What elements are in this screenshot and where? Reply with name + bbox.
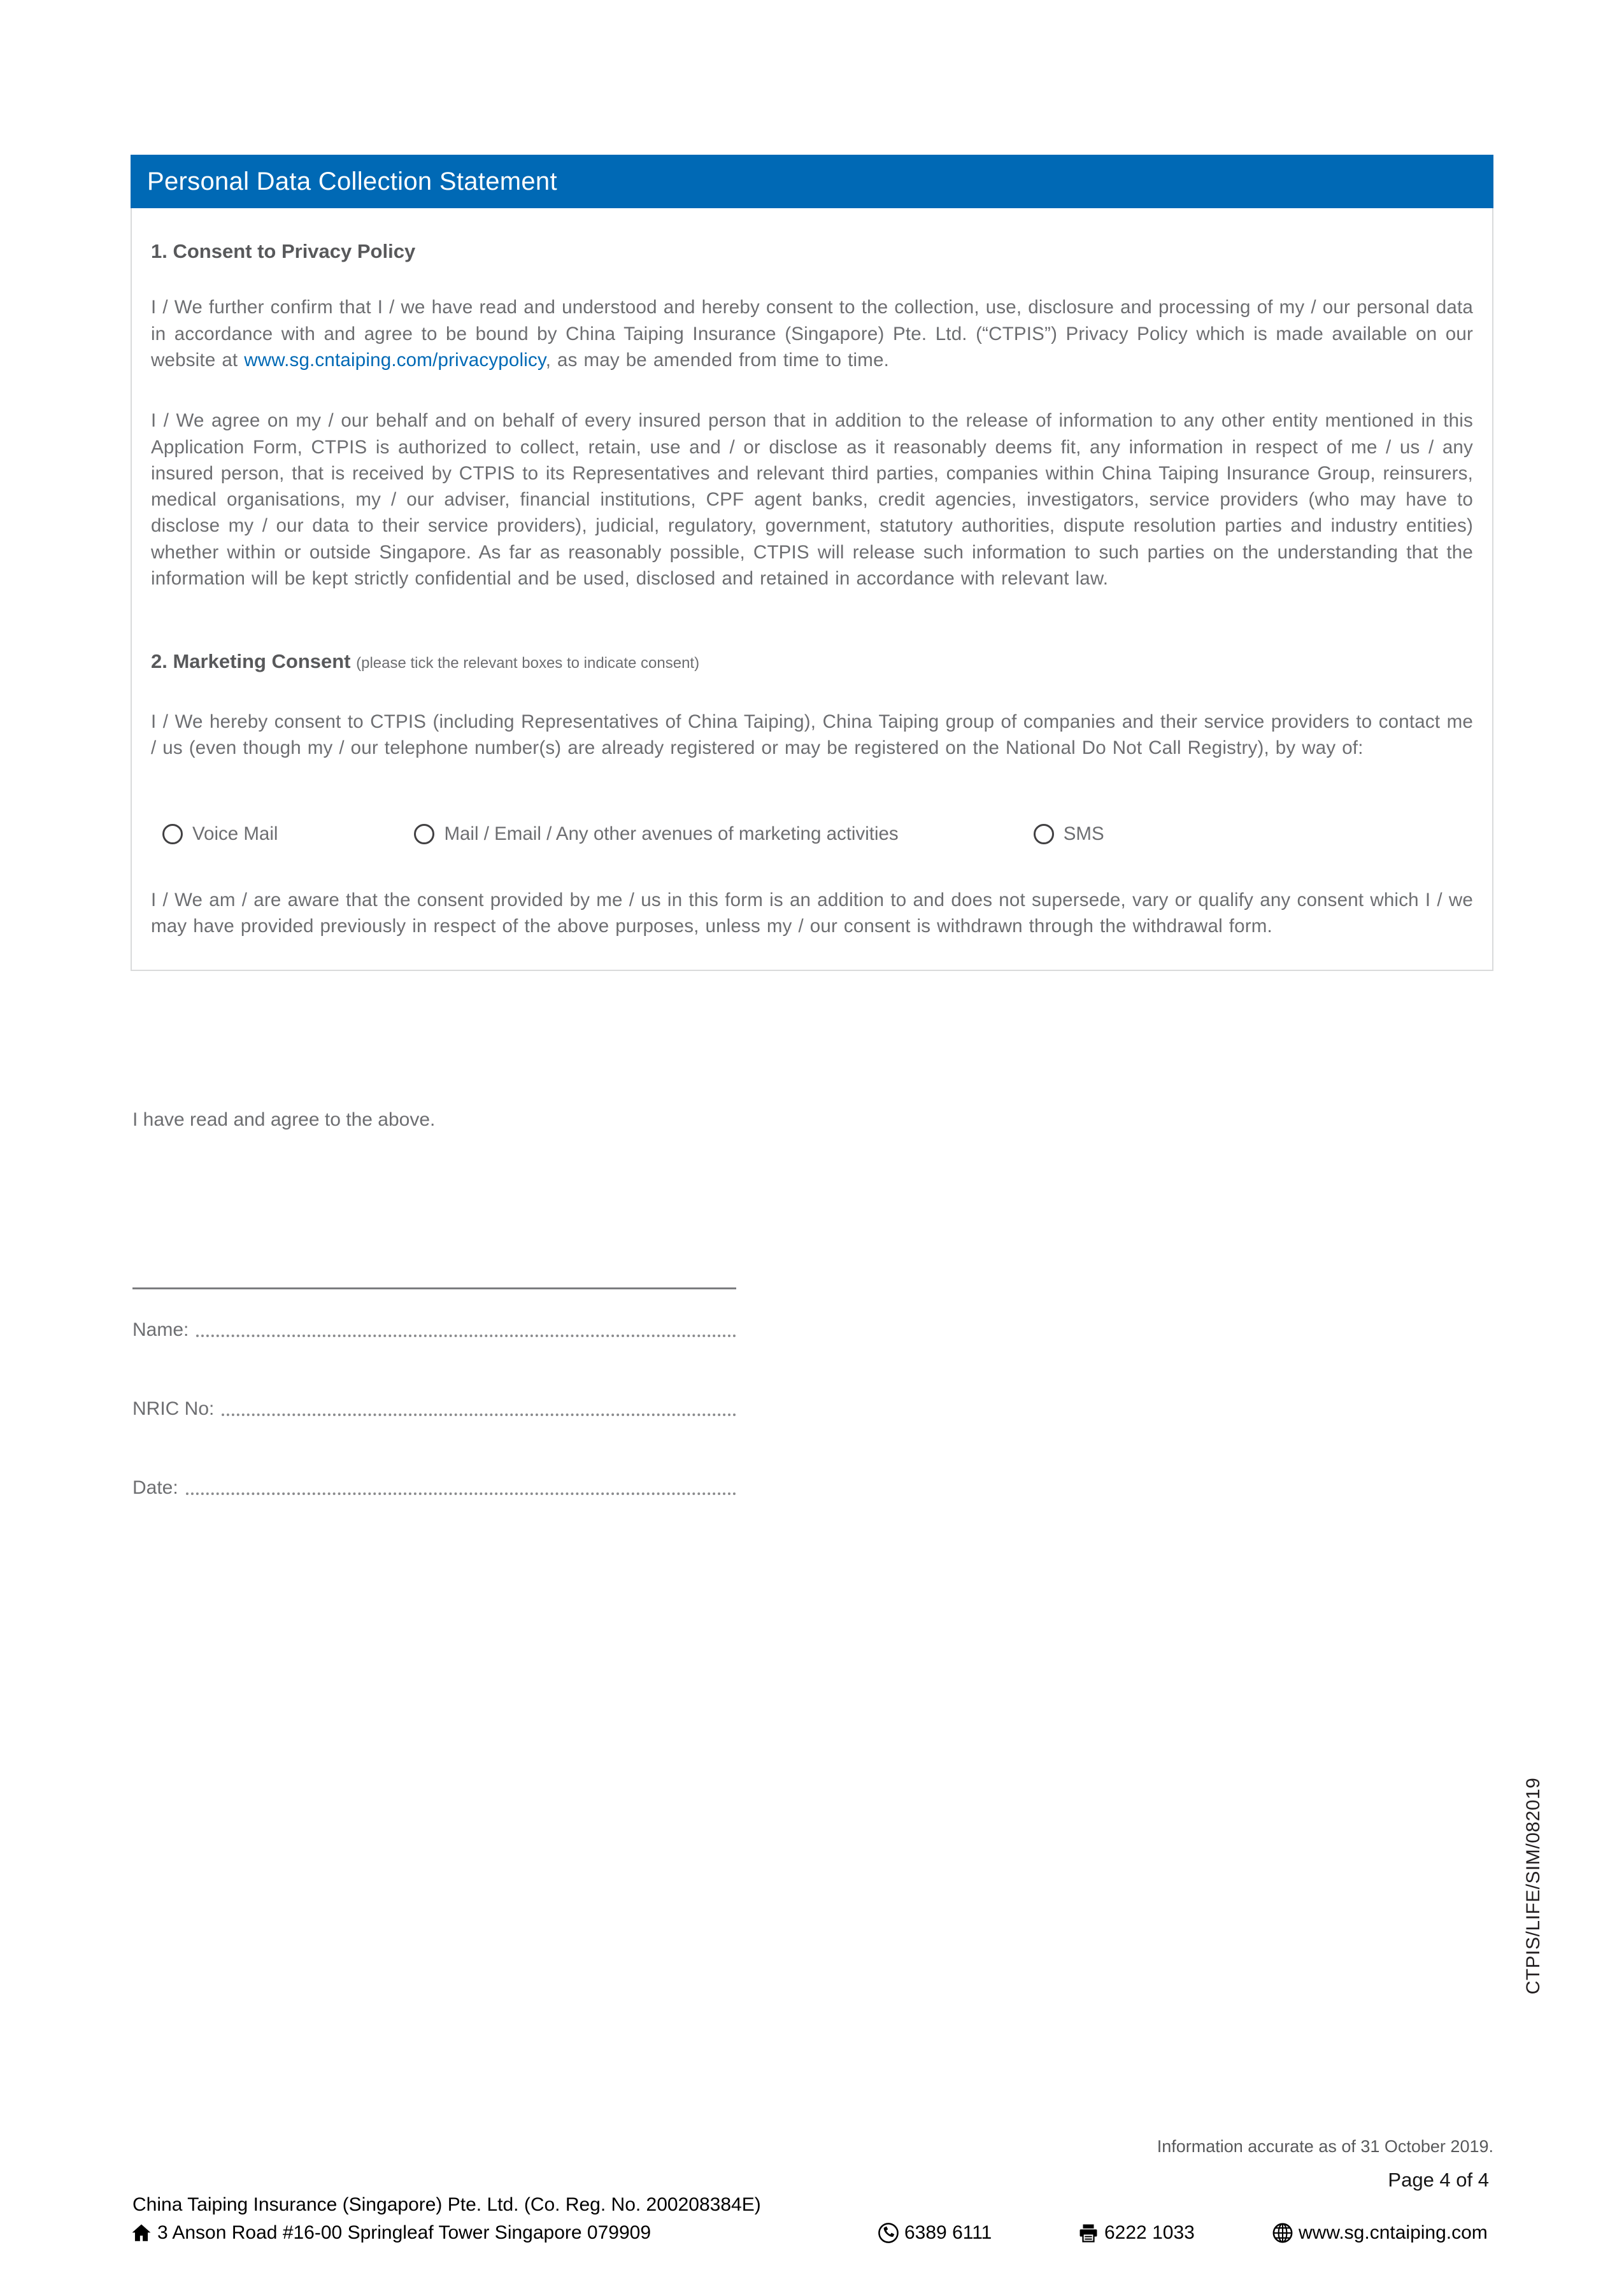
date-input-line[interactable] bbox=[186, 1492, 736, 1495]
voice-mail-label: Voice Mail bbox=[192, 823, 278, 845]
section2-heading-note bbox=[356, 655, 699, 672]
address-item bbox=[131, 2222, 651, 2244]
fax-number: 6222 1033 bbox=[1104, 2222, 1195, 2243]
information-release-paragraph: I / We agree on my / our behalf and on behalf of every insured person that in addition to the release of information to any other entity mentioned in this Application Form, CTPIS is authorized to collect, retain, use and / or disclose as it reasonably deems fit, any information in respect of me / us / any insured person, that is received by CTPIS to its Representatives and relevant third parties, companies within China Taiping Insurance Group, reinsurers, medical organisations, my / our adviser, financial institutions, CPF agent banks, credit agencies, investigators, service providers (who may have to disclose my / our data to their service providers), judicial, regulatory, government, statutory authorities, dispute resolution parties and industry entities) whether within or outside Singapore. As far as reasonably possible, CTPIS will release such information to such parties on the understanding that the information will be kept strictly confidential and be used, disclosed and retained in accordance with relevant law. bbox=[151, 410, 1473, 590]
consent-addition-paragraph: I / We am / are aware that the consent provided by me / us in this form is an addition to and does not supersede, vary or qualify any consent which I / we may have provided previously in respect of the above purposes, unless my / our consent is withdrawn through the withdrawal form. bbox=[151, 889, 1473, 937]
information-accuracy-note: Information accurate as of 31 October 2019. bbox=[1157, 2137, 1493, 2156]
form-reference-code: CTPIS/LIFE/SIM/082019 bbox=[1523, 1777, 1544, 1995]
mail-email-label: Mail / Email / Any other avenues of marketing activities bbox=[444, 823, 899, 845]
option-sms[interactable] bbox=[1034, 821, 1104, 847]
date-field-row bbox=[132, 1477, 736, 1499]
nric-input-line[interactable] bbox=[222, 1414, 736, 1416]
page-number: Page 4 of 4 bbox=[1388, 2169, 1489, 2191]
name-input-line[interactable] bbox=[196, 1335, 736, 1337]
globe-icon bbox=[1272, 2222, 1293, 2244]
voice-mail-radio[interactable] bbox=[162, 824, 183, 844]
privacy-consent-paragraph bbox=[151, 294, 1473, 373]
fax-icon bbox=[1078, 2222, 1099, 2244]
nric-field-row bbox=[132, 1398, 736, 1420]
nric-label: NRIC No: bbox=[132, 1398, 215, 1419]
phone-item bbox=[878, 2222, 992, 2244]
name-field-row bbox=[132, 1319, 736, 1341]
mail-email-radio[interactable] bbox=[414, 824, 434, 844]
home-icon bbox=[131, 2222, 152, 2244]
personal-data-collection-statement-box bbox=[131, 155, 1493, 971]
address-text: 3 Anson Road #16-00 Springleaf Tower Singapore 079909 bbox=[157, 2222, 652, 2243]
website-url[interactable]: www.sg.cntaiping.com bbox=[1299, 2222, 1488, 2243]
privacy-paragraph-text-before: I / We further confirm that I / we have read and understood and hereby consent to the collection, use, disclosure and processing of my / our personal data in accordance with and agree to be bound by China Taiping Insurance (Singapore) Pte. Ltd. (“CTPIS”) Privacy Policy which is made available on our website at bbox=[151, 297, 1473, 371]
statement-header-bar bbox=[131, 155, 1493, 208]
privacy-policy-link[interactable]: www.sg.cntaiping.com/privacypolicy bbox=[244, 349, 546, 371]
option-voice-mail[interactable] bbox=[162, 821, 278, 847]
marketing-consent-options bbox=[151, 821, 1473, 847]
marketing-consent-paragraph: I / We hereby consent to CTPIS (including Representatives of China Taiping), China Taiping group of companies and their service providers to contact me / us (even though my / our telephone number(s) are already registered or may be registered on the National Do Not Call Registry), by way of: bbox=[151, 711, 1473, 759]
signature-line[interactable] bbox=[132, 1287, 736, 1289]
footer-contact-row bbox=[131, 2222, 1513, 2250]
section1-heading-text: 1. Consent to Privacy Policy bbox=[151, 240, 416, 262]
phone-number: 6389 6111 bbox=[904, 2222, 992, 2243]
statement-title: Personal Data Collection Statement bbox=[147, 167, 557, 195]
website-item bbox=[1272, 2222, 1488, 2244]
sms-radio[interactable] bbox=[1034, 824, 1054, 844]
statement-body bbox=[131, 208, 1493, 971]
privacy-paragraph-text-after: , as may be amended from time to time. bbox=[545, 349, 890, 371]
acknowledgement-statement: I have read and agree to the above. bbox=[132, 1109, 436, 1130]
phone-icon bbox=[878, 2222, 899, 2244]
fax-item bbox=[1078, 2222, 1195, 2244]
sms-label: SMS bbox=[1063, 823, 1104, 845]
section1-heading bbox=[151, 237, 1473, 265]
option-mail-email[interactable] bbox=[414, 821, 898, 847]
company-registration-line: China Taiping Insurance (Singapore) Pte. Ltd. (Co. Reg. No. 200208384E) bbox=[132, 2194, 761, 2215]
name-label: Name: bbox=[132, 1319, 189, 1340]
date-label: Date: bbox=[132, 1477, 178, 1498]
section2-heading bbox=[151, 648, 1473, 675]
section2-heading-text: 2. Marketing Consent bbox=[151, 650, 351, 673]
section2-note-text: (please tick the relevant boxes to indicate consent) bbox=[356, 655, 700, 672]
